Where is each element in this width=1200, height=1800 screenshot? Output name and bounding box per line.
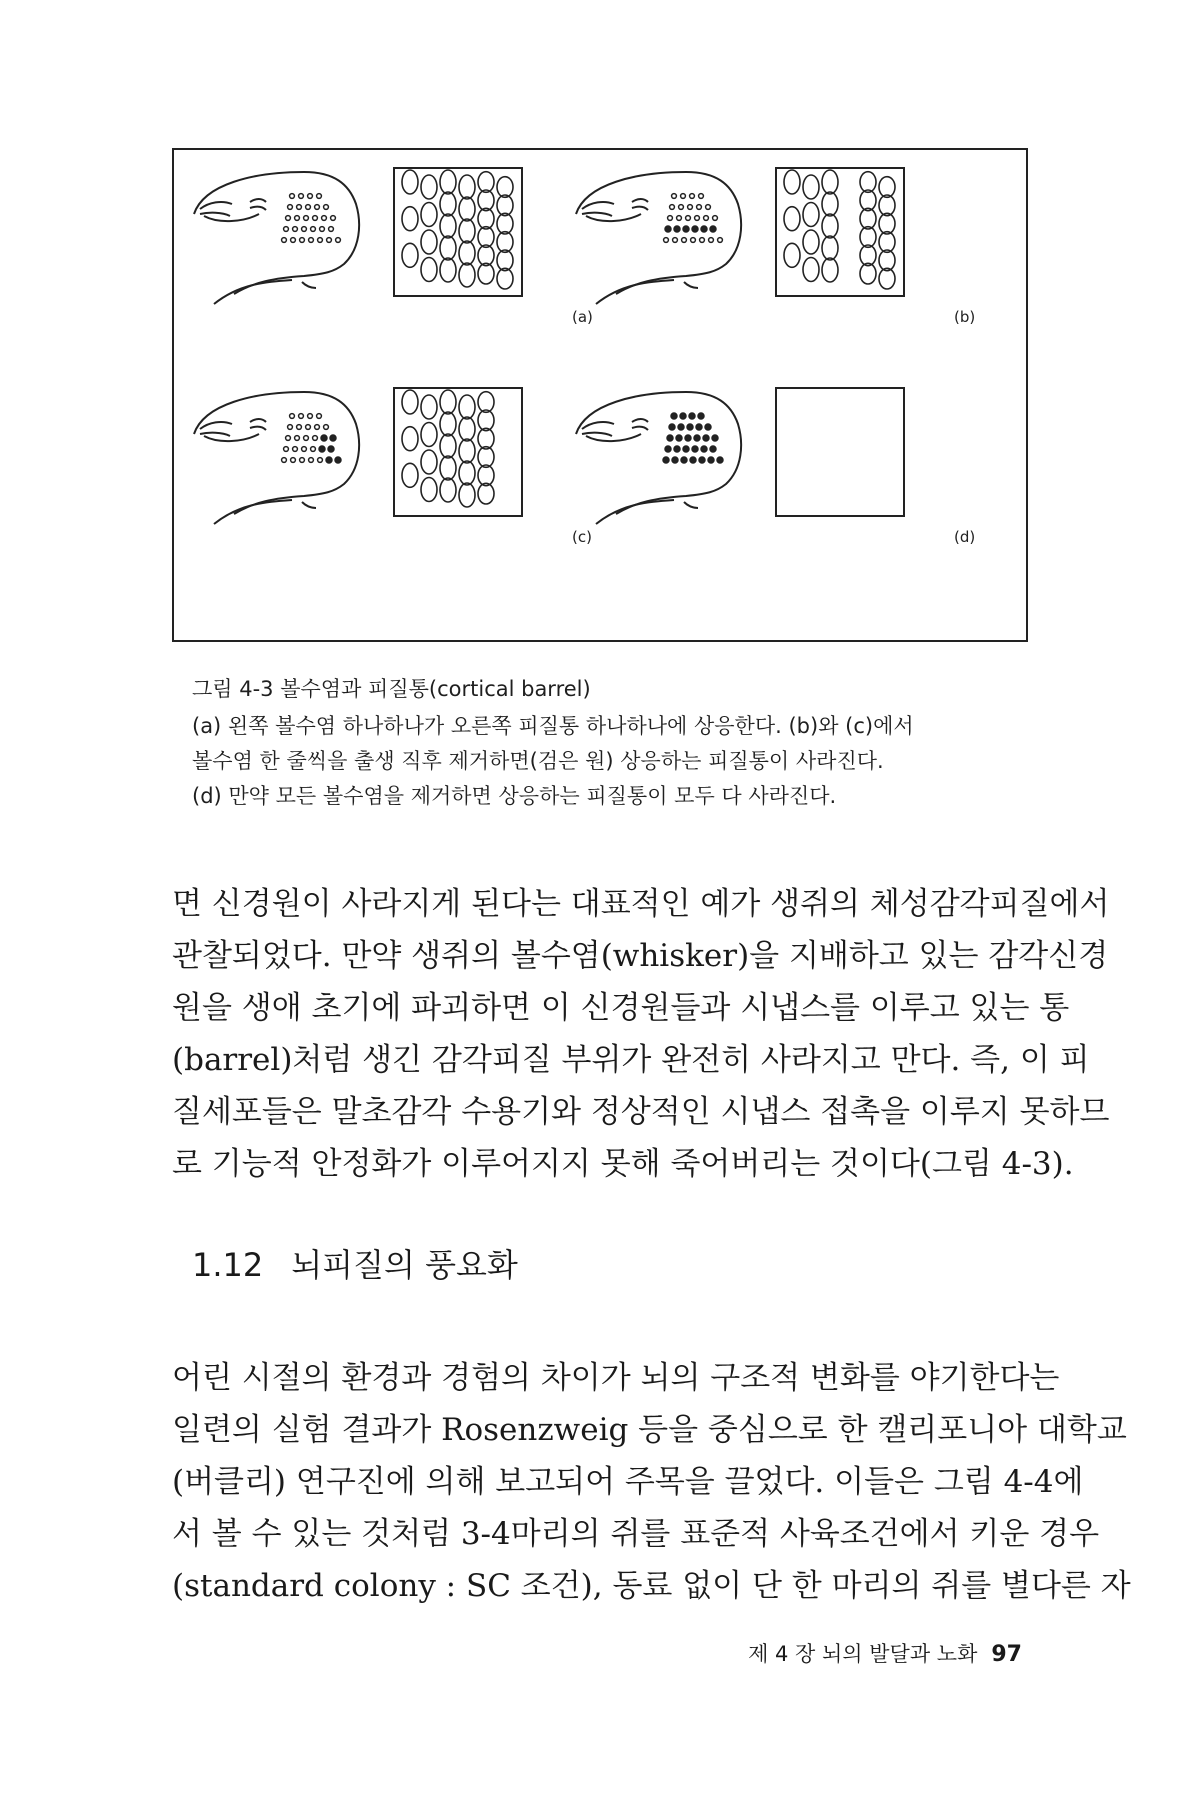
cortical-barrel [421,478,437,502]
whisker-follicle [302,227,307,232]
whisker-follicle [288,205,293,210]
cortical-barrel [803,258,819,282]
whisker-follicle [709,238,714,243]
cortical-barrel [803,203,819,227]
mouse-head-drawing [194,172,359,304]
head-outline [194,392,359,514]
whisker-follicle [306,205,311,210]
whisker-follicle [680,413,686,419]
whisker-follicle [308,194,313,199]
whisker-follicle [683,226,689,232]
whisker-follicle [320,227,325,232]
whisker-follicle [704,216,709,221]
cortical-barrel [459,395,475,419]
cortical-barrel [440,390,456,414]
whisker-follicle [676,435,682,441]
whisker-follicle [710,226,716,232]
whisker-follicle [330,435,336,441]
whisker-follicle [708,457,714,463]
text-line: (버클리) 연구진에 의해 보고되어 주목을 끌었다. 이들은 그림 4-4에 [172,1464,1084,1500]
whisker-follicle [319,446,325,452]
whisker-follicle [300,458,305,463]
whisker-follicle [695,216,700,221]
panel-label-d: (d) [954,528,976,546]
whisker-follicle [322,216,327,221]
whisker-follicle [284,447,289,452]
cortical-barrel [784,243,800,267]
cortical-barrel [440,170,456,194]
figure-illustration [174,150,1026,640]
whisker-follicle [326,457,332,463]
head-outline [194,172,359,294]
whisker-follicle [690,457,696,463]
whisker-follicle [687,424,693,430]
whisker-follicle [286,216,291,221]
whisker-follicle [311,447,316,452]
whisker-follicle [685,435,691,441]
cortical-barrel [803,175,819,199]
whisker-follicle [313,216,318,221]
cortical-barrel [784,170,800,194]
whisker-follicle [699,194,704,199]
whisker-follicle [329,227,334,232]
whisker-follicle [313,436,318,441]
text-line: (standard colony : SC 조건), 동료 없이 단 한 마리의 쥐를 별다른 자 [172,1568,1131,1604]
whisker-follicle [682,238,687,243]
figure-4-3 [172,148,1028,642]
text-line: (barrel)처럼 생긴 감각피질 부위가 완전히 사라지고 만다. 즉, 이 피 [172,1042,1090,1078]
whisker-follicle [710,446,716,452]
whisker-follicle [306,425,311,430]
whisker-follicle [336,238,341,243]
whisker-follicle [686,216,691,221]
text-line: 질세포들은 말초감각 수용기와 정상적인 시냅스 접촉을 이루지 못하므 [172,1094,1110,1130]
whisker-follicle [309,458,314,463]
whisker-follicle [282,458,287,463]
whisker-follicle [670,205,675,210]
ear-marks [250,199,266,210]
whisker-follicle [291,458,296,463]
cortical-barrel [822,170,838,194]
jaw-line [214,500,316,524]
whisker-follicle [718,238,723,243]
cortical-barrel [402,243,418,267]
page-number: 97 [991,1642,1022,1667]
caption-line: 볼수염 한 줄씩을 출생 직후 제거하면(검은 원) 상응하는 피질통이 사라진다. [192,749,884,773]
cortical-barrel [459,417,475,441]
cortical-barrel [421,175,437,199]
whisker-follicle [290,414,295,419]
cortical-barrel [459,197,475,221]
whisker-follicle [317,194,322,199]
whisker-follicle [299,414,304,419]
cortical-barrel [822,236,838,260]
cortical-barrel [402,390,418,414]
barrel-field-box [776,388,904,516]
cortical-barrel [421,423,437,447]
whisker-follicle [692,446,698,452]
section-heading [192,1240,518,1286]
cortical-barrel [440,434,456,458]
text-line: 서 볼 수 있는 것처럼 3-4마리의 쥐를 표준적 사육조건에서 키운 경우 [172,1516,1100,1552]
cortical-barrel [459,483,475,507]
cortical-barrel [459,241,475,265]
cortical-barrel [421,230,437,254]
whisker-follicle [717,457,723,463]
cortical-barrel [421,395,437,419]
whisker-follicle [324,425,329,430]
whisker-follicle [679,205,684,210]
ear-marks [250,419,266,430]
whisker-follicle [664,238,669,243]
whisker-follicle [311,227,316,232]
whisker-follicle [669,424,675,430]
whisker-follicle [688,205,693,210]
whisker-follicle [295,436,300,441]
whisker-follicle [698,413,704,419]
panel-label-c: (c) [572,528,592,546]
cortical-barrel [459,175,475,199]
head-outline [576,392,741,514]
whisker-follicle [701,446,707,452]
cortical-barrel [822,258,838,282]
cortical-barrel [440,258,456,282]
whisker-follicle [317,414,322,419]
cortical-barrel [459,439,475,463]
whisker-follicle [295,216,300,221]
caption-line: (a) 왼쪽 볼수염 하나하나가 오른쪽 피질통 하나하나에 상응한다. (b)와 (c)에서 [192,714,914,738]
whisker-follicle [691,238,696,243]
whisker-follicle [284,227,289,232]
ear-marks [632,199,648,210]
whisker-follicle [678,424,684,430]
panel-label-a: (a) [572,308,593,326]
whisker-follicle [321,435,327,441]
whisker-follicle [683,446,689,452]
whisker-follicle [712,435,718,441]
whisker-follicle [293,227,298,232]
text-line: 관찰되었다. 만약 생쥐의 볼수염(whisker)을 지배하고 있는 감각신경 [172,938,1109,974]
whisker-follicle [299,194,304,199]
mouse-head-drawing [576,172,741,304]
whisker-follicle [703,435,709,441]
whisker-follicle [318,458,323,463]
paragraph-1 [172,878,1110,1190]
caption-line: (d) 만약 모든 볼수염을 제거하면 상응하는 피질통이 모두 다 사라진다. [192,784,837,808]
text-line: 면 신경원이 사라지게 된다는 대표적인 예가 생쥐의 체성감각피질에서 [172,886,1110,922]
paragraph-2 [172,1352,1131,1612]
cortical-barrel [421,258,437,282]
cortical-barrel [440,236,456,260]
whisker-follicle [667,435,673,441]
whisker-follicle [315,205,320,210]
cortical-barrel [402,463,418,487]
whisker-follicle [673,238,678,243]
whisker-follicle [318,238,323,243]
eye-lines [582,202,614,216]
whisker-follicle [293,447,298,452]
whisker-follicle [713,216,718,221]
whisker-follicle [665,226,671,232]
whisker-follicle [672,457,678,463]
cortical-barrel [440,214,456,238]
whisker-follicle [681,194,686,199]
cortical-barrel [459,263,475,287]
text-line: 원을 생애 초기에 파괴하면 이 신경원들과 시냅스를 이루고 있는 통 [172,990,1070,1026]
whisker-follicle [705,424,711,430]
whisker-follicle [297,205,302,210]
whisker-follicle [690,194,695,199]
cortical-barrel [402,207,418,231]
eye-lines [582,422,614,436]
cortical-barrel [421,450,437,474]
cortical-barrel [440,478,456,502]
cortical-barrel [440,456,456,480]
whisker-follicle [309,238,314,243]
chapter-title: 제 4 장 뇌의 발달과 노화 [748,1642,978,1666]
cortical-barrel [784,207,800,231]
whisker-follicle [677,216,682,221]
whisker-follicle [324,205,329,210]
whisker-follicle [700,238,705,243]
whisker-follicle [668,216,673,221]
whisker-follicle [672,194,677,199]
whisker-follicle [291,238,296,243]
barrel-field-box [394,388,522,516]
whisker-follicle [288,425,293,430]
whisker-follicle [328,446,334,452]
section-title: 뇌피질의 풍요화 [291,1246,518,1284]
whisker-follicle [335,457,341,463]
whisker-follicle [696,424,702,430]
whisker-follicle [315,425,320,430]
whisker-follicle [699,457,705,463]
panel-label-b: (b) [954,308,976,326]
eye-lines [200,422,232,436]
whisker-follicle [674,226,680,232]
whisker-follicle [327,238,332,243]
ear-marks [632,419,648,430]
jaw-line [214,280,316,304]
page-footer [748,1638,1022,1668]
text-line: 어린 시절의 환경과 경험의 차이가 뇌의 구조적 변화를 야기한다는 [172,1360,1060,1396]
cortical-barrel [822,192,838,216]
eye-lines [200,202,232,216]
cortical-barrel [421,203,437,227]
whisker-follicle [302,447,307,452]
whisker-follicle [701,226,707,232]
jaw-line [596,280,698,304]
mouse-head-drawing [576,392,741,524]
whisker-follicle [663,457,669,463]
whisker-follicle [304,436,309,441]
whisker-follicle [692,226,698,232]
whisker-follicle [689,413,695,419]
whisker-follicle [706,205,711,210]
whisker-follicle [304,216,309,221]
cortical-barrel [440,412,456,436]
caption-title: 그림 4-3 볼수염과 피질통(cortical barrel) [192,677,591,701]
whisker-follicle [697,205,702,210]
whisker-follicle [694,435,700,441]
text-line: 로 기능적 안정화가 이루어지지 못해 죽어버리는 것이다(그림 4-3). [172,1146,1074,1182]
text-line: 일련의 실험 결과가 Rosenzweig 등을 중심으로 한 캘리포니아 대학교 [172,1412,1127,1448]
cortical-barrel [402,427,418,451]
cortical-barrel [822,214,838,238]
whisker-follicle [681,457,687,463]
figure-caption [192,672,1032,814]
whisker-follicle [286,436,291,441]
whisker-follicle [665,446,671,452]
whisker-follicle [290,194,295,199]
whisker-follicle [331,216,336,221]
mouse-head-drawing [194,392,359,524]
cortical-barrel [440,192,456,216]
jaw-line [596,500,698,524]
whisker-follicle [282,238,287,243]
section-number: 1.12 [192,1246,264,1284]
cortical-barrel [803,230,819,254]
cortical-barrel [402,170,418,194]
cortical-barrel [459,219,475,243]
head-outline [576,172,741,294]
whisker-follicle [300,238,305,243]
whisker-follicle [308,414,313,419]
cortical-barrel [459,461,475,485]
whisker-follicle [674,446,680,452]
whisker-follicle [297,425,302,430]
whisker-follicle [671,413,677,419]
